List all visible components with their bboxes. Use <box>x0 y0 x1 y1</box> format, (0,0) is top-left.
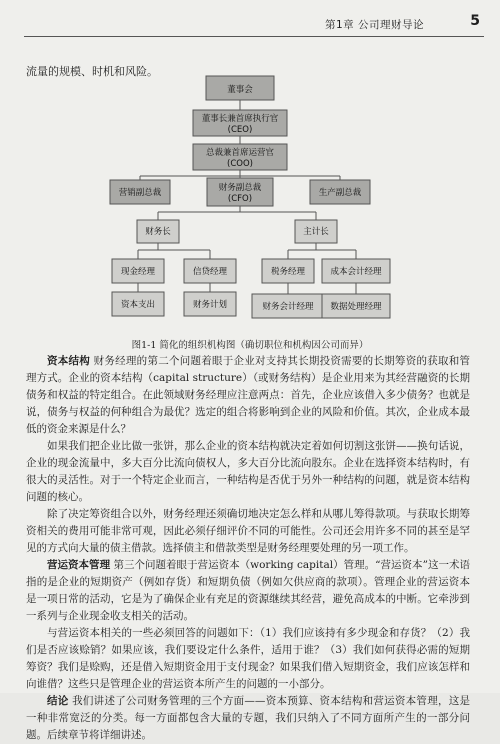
node-production-vp <box>310 180 370 204</box>
node-financial-accounting-manager-label: 财务会计经理 <box>262 302 314 312</box>
node-financial-planning-label: 财务计划 <box>192 300 228 310</box>
node-marketing-vp <box>110 180 170 204</box>
body-text <box>26 353 470 744</box>
node-controller <box>295 220 337 243</box>
node-board-label: 董事会 <box>227 85 253 95</box>
node-tax-manager <box>262 259 314 283</box>
node-ceo-title: 董事长兼首席执行官 <box>201 114 279 124</box>
section-lead: 营运资本管理 <box>47 559 111 571</box>
paragraph-working-capital <box>26 557 470 625</box>
node-cash-manager <box>112 259 164 283</box>
paragraph-text: 与营运资本相关的一些必须回答的问题如下：（1）我们应该持有多少现金和存货？（2）我们是否应该赊销？如果应该，我们要设定什么条件，适用于谁？（3）我们如何获得必需的短期筹资？我们是赊购，还是借入短期资金用于支付现金？如果我们借入短期资金，我们应该怎样和向谁借？这些只是管理企业的营运资本所产生的问题的一小部分。 <box>26 627 470 690</box>
paragraph-text: 除了决定筹资组合以外，财务经理还须确切地决定怎么样和从哪儿筹得款项。与获取长期筹资相关的费用可能非常可观，因此必须仔细评价不同的可能性。公司还会用许多不同的甚至是罕见的方式向大量的债主借款。选择债主和借款类型是财务经理要处理的另一项工作。 <box>26 508 470 554</box>
paragraph-conclusion <box>26 693 470 744</box>
node-coo <box>193 144 287 170</box>
section-lead: 资本结构 <box>47 355 91 367</box>
node-data-processing-manager <box>322 294 390 318</box>
node-cfo <box>207 178 273 206</box>
node-capital-expenditures <box>112 292 164 316</box>
node-cost-accounting-manager <box>322 259 390 283</box>
node-cfo-abbr: (CFO) <box>227 194 253 204</box>
intro-line: 流量的规模、时机和风险。 <box>26 65 158 78</box>
chapter-title: 第1章 公司理财导论 <box>324 19 424 31</box>
node-financial-planning <box>184 292 236 316</box>
paragraph-capital-structure <box>26 353 470 438</box>
node-treasurer <box>137 220 179 243</box>
node-coo-title: 总裁兼首席运营官 <box>205 148 275 158</box>
page-number: 5 <box>470 13 480 29</box>
node-ceo <box>193 110 287 136</box>
node-marketing-vp-label: 营销副总裁 <box>118 188 162 198</box>
paragraph-text: 第三个问题着眼于营运资本（working capital）管理。“营运资本”这一术语指的是企业的短期资产（例如存货）和短期负债（例如欠供应商的款项）。管理企业的营运资本是一项日常的活动，它是为了确保企业有充足的资源继续其经营，避免高成本的中断。它牵涉到一系列与企业现金收支相关的活动。 <box>26 559 470 622</box>
paragraph-text: 我们讲述了公司财务管理的三个方面——资本预算、资本结构和营运资本管理，这是一种非常宽泛的分类。每一方面都包含大量的专题，我们只纳入了不同方面所产生的一部分问题。后续章节将详细讲述。 <box>26 695 471 741</box>
paragraph-financing-sources <box>26 506 470 557</box>
node-production-vp-label: 生产副总裁 <box>318 188 362 198</box>
paragraph-text: 财务经理的第二个问题着眼于企业对支持其长期投资需要的长期筹资的获取和管理方式。企业的资本结构（capital structure）（或财务结构）是企业用来为其经营融资的长期债务和权益的特定组合。在此领域财务经理应注意两点：首先，企业应该借入多少债务？也就是说，债务与权益的何种组合为最优？选定的组合将影响到企业的风险和价值。其次，企业成本最低的资金来源是什么？ <box>26 355 470 435</box>
node-cash-manager-label: 现金经理 <box>120 267 156 277</box>
node-credit-manager <box>184 259 236 283</box>
node-data-processing-manager-label: 数据处理经理 <box>330 302 382 312</box>
node-tax-manager-label: 税务经理 <box>270 267 306 277</box>
node-controller-label: 主计长 <box>303 227 329 237</box>
node-financial-accounting-manager <box>252 294 324 318</box>
paragraph-pie-analogy <box>26 438 470 506</box>
paragraph-text: 如果我们把企业比做一张饼，那么企业的资本结构就决定着如何切割这张饼——换句话说，企业的现金流量中，多大百分比流向债权人，多大百分比流向股东。企业在选择资本结构时，有很大的灵活性。对于一个特定企业而言，一种结构是否优于另外一种结构的问题，就是资本结构问题的核心。 <box>26 440 470 503</box>
figure-caption: 图1-1 简化的组织机构图（确切职位和机构因公司而异） <box>131 340 369 351</box>
node-treasurer-label: 财务长 <box>145 227 171 237</box>
paragraph-working-capital-questions <box>26 625 470 693</box>
node-ceo-abbr: (CEO) <box>227 125 253 135</box>
node-cost-accounting-manager-label: 成本会计经理 <box>330 267 382 277</box>
node-coo-abbr: (COO) <box>227 159 253 169</box>
node-credit-manager-label: 信贷经理 <box>192 267 228 277</box>
node-board <box>206 76 274 100</box>
node-capital-expenditures-label: 资本支出 <box>120 300 156 310</box>
node-cfo-title: 财务副总裁 <box>218 183 262 193</box>
section-lead: 结论 <box>47 695 69 707</box>
